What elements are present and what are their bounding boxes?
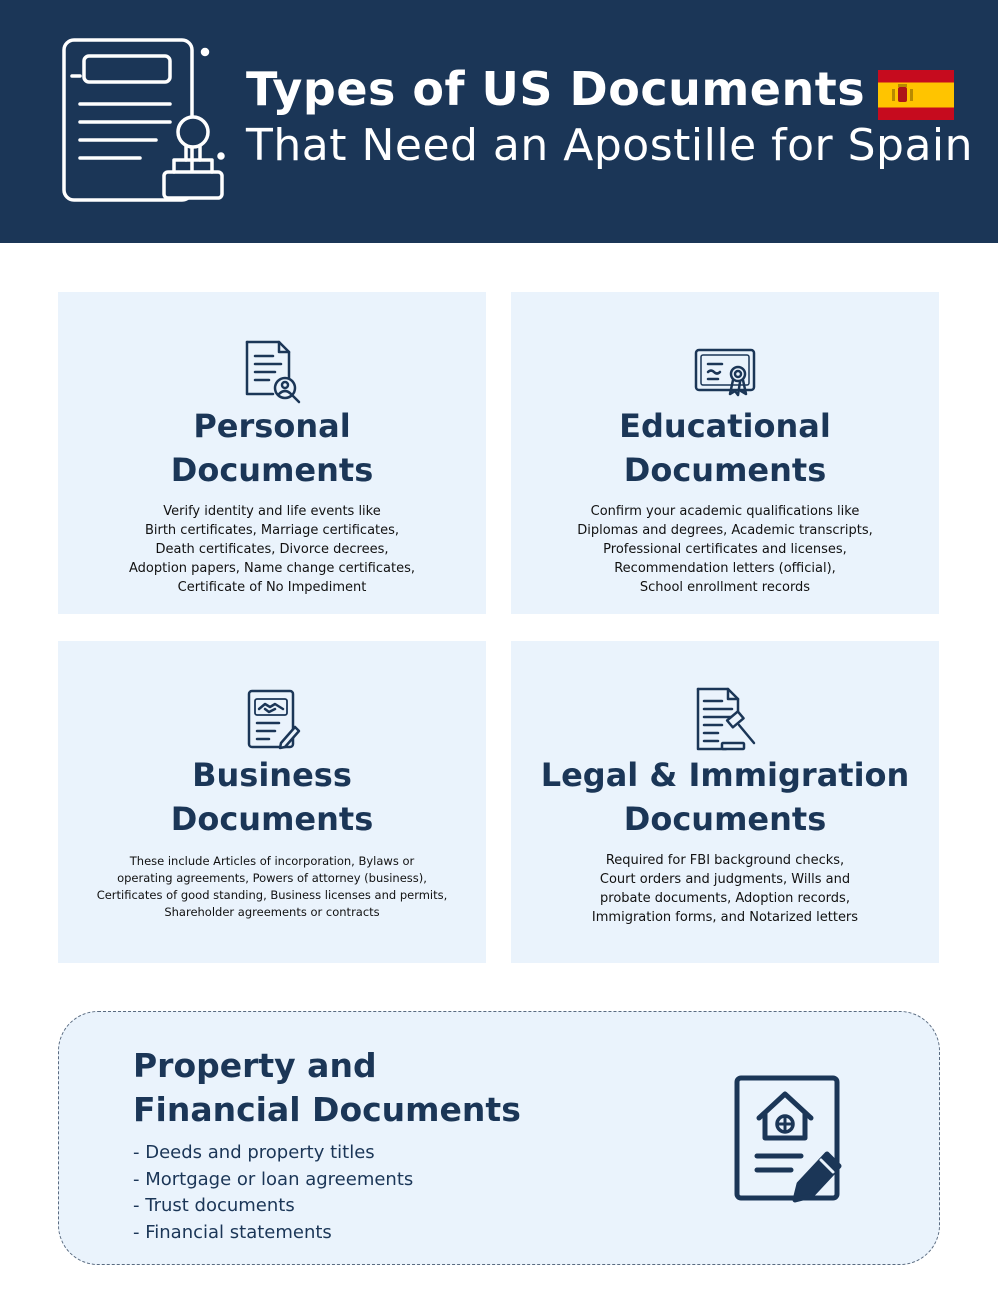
list-item: - Deeds and property titles [133, 1142, 375, 1163]
card-heading: Business Documents [170, 756, 374, 838]
card-description: Verify identity and life events like Birth certificates, Marriage certificates, Death certificates, Divorce decrees, Adoption papers, Name change certificates, Certificate of No Impediment [129, 504, 415, 595]
certificate-icon [692, 338, 758, 404]
educational-documents-card [511, 292, 939, 614]
card-description: Required for FBI background checks, Court orders and judgments, Wills and probate documents, Adoption records, Immigration forms, and Notarized letters [591, 853, 859, 925]
document-search-person-icon [239, 338, 305, 404]
list-item: - Mortgage or loan agreements [133, 1168, 414, 1190]
header-banner [0, 0, 998, 243]
legal-document-gavel-icon [692, 687, 758, 753]
handshake-contract-icon [239, 687, 305, 753]
business-documents-card [58, 641, 486, 963]
card-description: Confirm your academic qualifications like Diplomas and degrees, Academic transcripts, Professional certificates and licenses, Recommendation letters (official), School enrollment records [577, 504, 873, 595]
card-description: These include Articles of incorporation, Bylaws or operating agreements, Powers of attorney (business), Certificates of good standing, Business licenses and permits, Shareholder agreements or contracts [96, 854, 448, 919]
list-item: - Financial statements [133, 1221, 332, 1243]
card-heading: Personal Documents [170, 407, 374, 489]
property-heading: Property and Financial Documents [133, 1046, 521, 1129]
list-item: - Trust documents [133, 1195, 295, 1216]
card-heading: Legal & Immigration Documents [540, 756, 910, 838]
page-title-line2: That Need an Apostille for Spain [246, 120, 974, 171]
personal-documents-card [58, 292, 486, 614]
document-stamp-icon [58, 36, 228, 206]
card-heading: Educational Documents [619, 407, 831, 489]
property-financial-documents-panel [58, 1011, 940, 1265]
page-title-line1: Types of US Documents [246, 62, 866, 116]
legal-immigration-documents-card [511, 641, 939, 963]
spain-flag-icon [878, 70, 954, 120]
property-list [133, 1140, 413, 1246]
house-deed-pen-icon [731, 1074, 847, 1204]
